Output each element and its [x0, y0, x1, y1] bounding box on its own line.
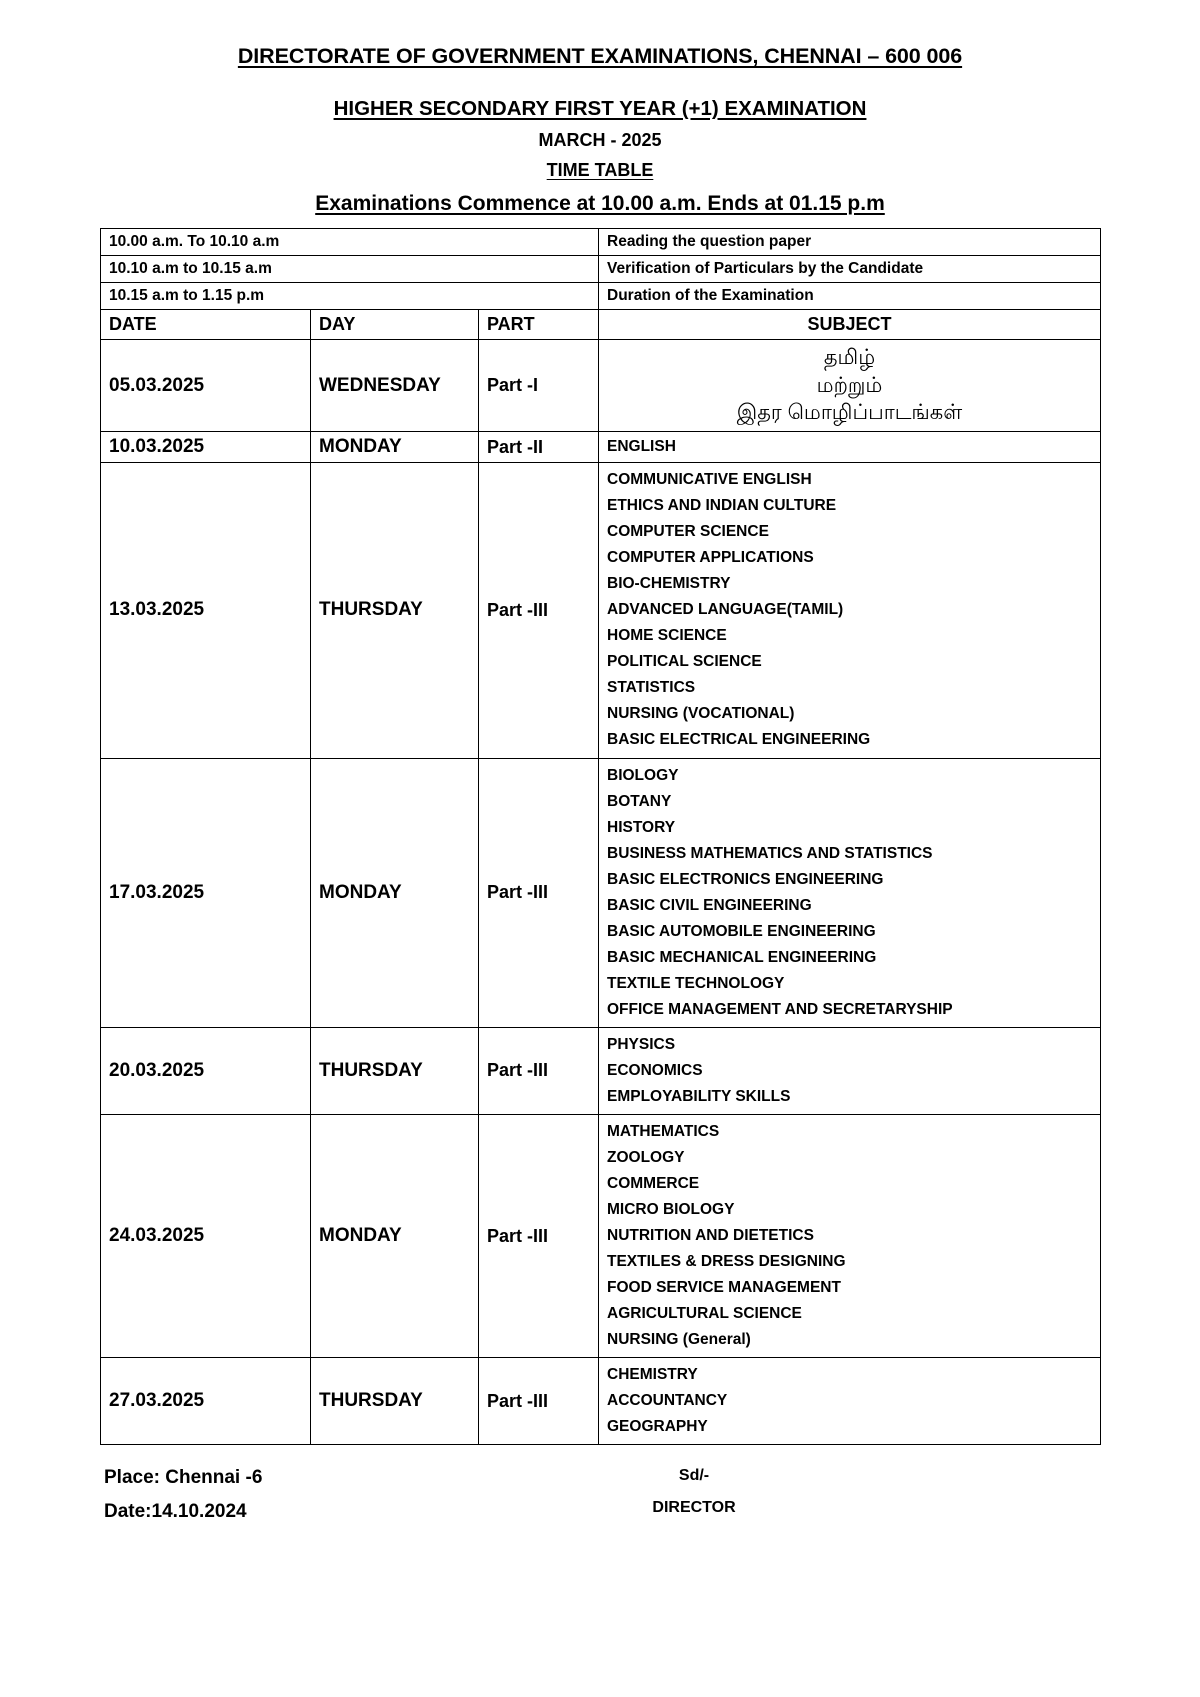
subject-item: HOME SCIENCE [607, 627, 727, 645]
exam-day: MONDAY [311, 1114, 479, 1357]
subject-item: NURSING (General) [607, 1331, 751, 1349]
signature-text: Sd/- [678, 1467, 710, 1485]
subject-item: PHYSICS [607, 1035, 676, 1053]
place-date-block [100, 1461, 262, 1528]
subject-item: BASIC ELECTRONICS ENGINEERING [607, 870, 884, 888]
subject-item: BUSINESS MATHEMATICS AND STATISTICS [607, 844, 933, 862]
timing-row [101, 283, 1101, 310]
subject-item: ECONOMICS [607, 1061, 703, 1079]
subject-item: NURSING (VOCATIONAL) [607, 705, 795, 723]
table-row [101, 432, 1101, 463]
exam-date: 27.03.2025 [101, 1358, 311, 1445]
exam-subjects [599, 758, 1101, 1027]
subject-item: NUTRITION AND DIETETICS [607, 1227, 814, 1245]
page-title: DIRECTORATE OF GOVERNMENT EXAMINATIONS, CHENNAI – 600 006 [237, 44, 963, 68]
subject-item: இதர மொழிப்பாடங்கள் [736, 401, 963, 425]
subject-item: COMMUNICATIVE ENGLISH [607, 471, 812, 489]
subject-item: GEOGRAPHY [607, 1418, 708, 1436]
exam-date: 24.03.2025 [101, 1114, 311, 1357]
date-text: Date:14.10.2024 [104, 1500, 247, 1522]
subject-item: ADVANCED LANGUAGE(TAMIL) [607, 601, 844, 619]
table-row [101, 1114, 1101, 1357]
exam-subjects [599, 1027, 1101, 1114]
timing-row [101, 229, 1101, 256]
timing-activity: Duration of the Examination [599, 283, 1101, 310]
designation-text: DIRECTOR [652, 1499, 736, 1517]
timing-activity: Verification of Particulars by the Candidate [599, 256, 1101, 283]
place-text: Place: Chennai -6 [104, 1467, 263, 1489]
exam-subjects [599, 340, 1101, 432]
subject-item: FOOD SERVICE MANAGEMENT [607, 1279, 841, 1297]
subject-item: ZOOLOGY [607, 1148, 685, 1166]
subject-item: HISTORY [607, 818, 676, 836]
table-row [101, 1358, 1101, 1445]
subject-item: TEXTILES & DRESS DESIGNING [607, 1253, 846, 1271]
subject-item: MICRO BIOLOGY [607, 1201, 735, 1218]
exam-date: 20.03.2025 [101, 1027, 311, 1114]
exam-subjects [599, 1114, 1101, 1357]
exam-part: Part -III [479, 758, 599, 1027]
subject-item: BASIC AUTOMOBILE ENGINEERING [607, 922, 876, 940]
subject-item: ACCOUNTANCY [607, 1392, 728, 1410]
subject-item: ENGLISH [607, 438, 676, 456]
exam-part: Part -III [479, 463, 599, 758]
exam-part: Part -III [479, 1358, 599, 1445]
exam-day: MONDAY [311, 432, 479, 463]
exam-subjects [599, 432, 1101, 463]
exam-day: THURSDAY [311, 463, 479, 758]
exam-day: WEDNESDAY [311, 340, 479, 432]
subject-item: BASIC CIVIL ENGINEERING [607, 896, 812, 914]
timing-time: 10.10 a.m to 10.15 a.m [101, 256, 599, 283]
timing-activity: Reading the question paper [599, 229, 1101, 256]
subject-item: BASIC MECHANICAL ENGINEERING [607, 948, 877, 966]
timetable [100, 228, 1101, 1445]
subject-item: TEXTILE TECHNOLOGY [607, 974, 785, 992]
subject-item: COMPUTER SCIENCE [607, 523, 769, 541]
subject-item: CHEMISTRY [607, 1366, 698, 1384]
subject-item: OFFICE MANAGEMENT AND SECRETARYSHIP [607, 1000, 953, 1018]
exam-day: THURSDAY [311, 1027, 479, 1114]
column-header-subject: SUBJECT [599, 310, 1101, 340]
time-table-label: TIME TABLE [546, 160, 654, 180]
subject-item: தமிழ் [823, 346, 876, 369]
timing-row [101, 256, 1101, 283]
subject-item: MATHEMATICS [607, 1122, 720, 1140]
exam-date: 13.03.2025 [101, 463, 311, 758]
exam-day: MONDAY [311, 758, 479, 1027]
table-row [101, 758, 1101, 1027]
table-header-row [101, 310, 1101, 340]
table-row [101, 340, 1101, 432]
column-header-day: DAY [311, 310, 479, 340]
subject-item: POLITICAL SCIENCE [607, 653, 762, 671]
signature-block [652, 1461, 735, 1517]
timing-time: 10.00 a.m. To 10.10 a.m [101, 229, 599, 256]
subject-item: AGRICULTURAL SCIENCE [607, 1305, 802, 1323]
exam-hours-note: Examinations Commence at 10.00 a.m. Ends at 01.15 p.m [315, 192, 885, 215]
exam-date: 05.03.2025 [101, 340, 311, 432]
column-header-date: DATE [101, 310, 311, 340]
document-footer [100, 1461, 1100, 1528]
subject-item: BIO-CHEMISTRY [607, 575, 731, 593]
subject-item: STATISTICS [607, 679, 696, 697]
exam-subjects [599, 463, 1101, 758]
exam-subjects [599, 1358, 1101, 1445]
column-header-part: PART [479, 310, 599, 340]
exam-title: HIGHER SECONDARY FIRST YEAR (+1) EXAMINATION [333, 97, 867, 120]
table-row [101, 1027, 1101, 1114]
exam-day: THURSDAY [311, 1358, 479, 1445]
exam-date: 10.03.2025 [101, 432, 311, 463]
timing-time: 10.15 a.m to 1.15 p.m [101, 283, 599, 310]
table-row [101, 463, 1101, 758]
exam-part: Part -III [479, 1027, 599, 1114]
exam-part: Part -III [479, 1114, 599, 1357]
subject-item: மற்றும் [816, 373, 883, 397]
exam-month: MARCH - 2025 [538, 130, 662, 150]
exam-part: Part -I [479, 340, 599, 432]
subject-item: ETHICS AND INDIAN CULTURE [607, 497, 837, 515]
subject-item: EMPLOYABILITY SKILLS [607, 1087, 791, 1105]
subject-item: BOTANY [607, 792, 672, 810]
exam-date: 17.03.2025 [101, 758, 311, 1027]
exam-part: Part -II [479, 432, 599, 463]
subject-item: COMPUTER APPLICATIONS [607, 549, 814, 567]
subject-item: BASIC ELECTRICAL ENGINEERING [607, 731, 871, 749]
subject-item: BIOLOGY [607, 766, 679, 784]
subject-item: COMMERCE [607, 1174, 700, 1192]
